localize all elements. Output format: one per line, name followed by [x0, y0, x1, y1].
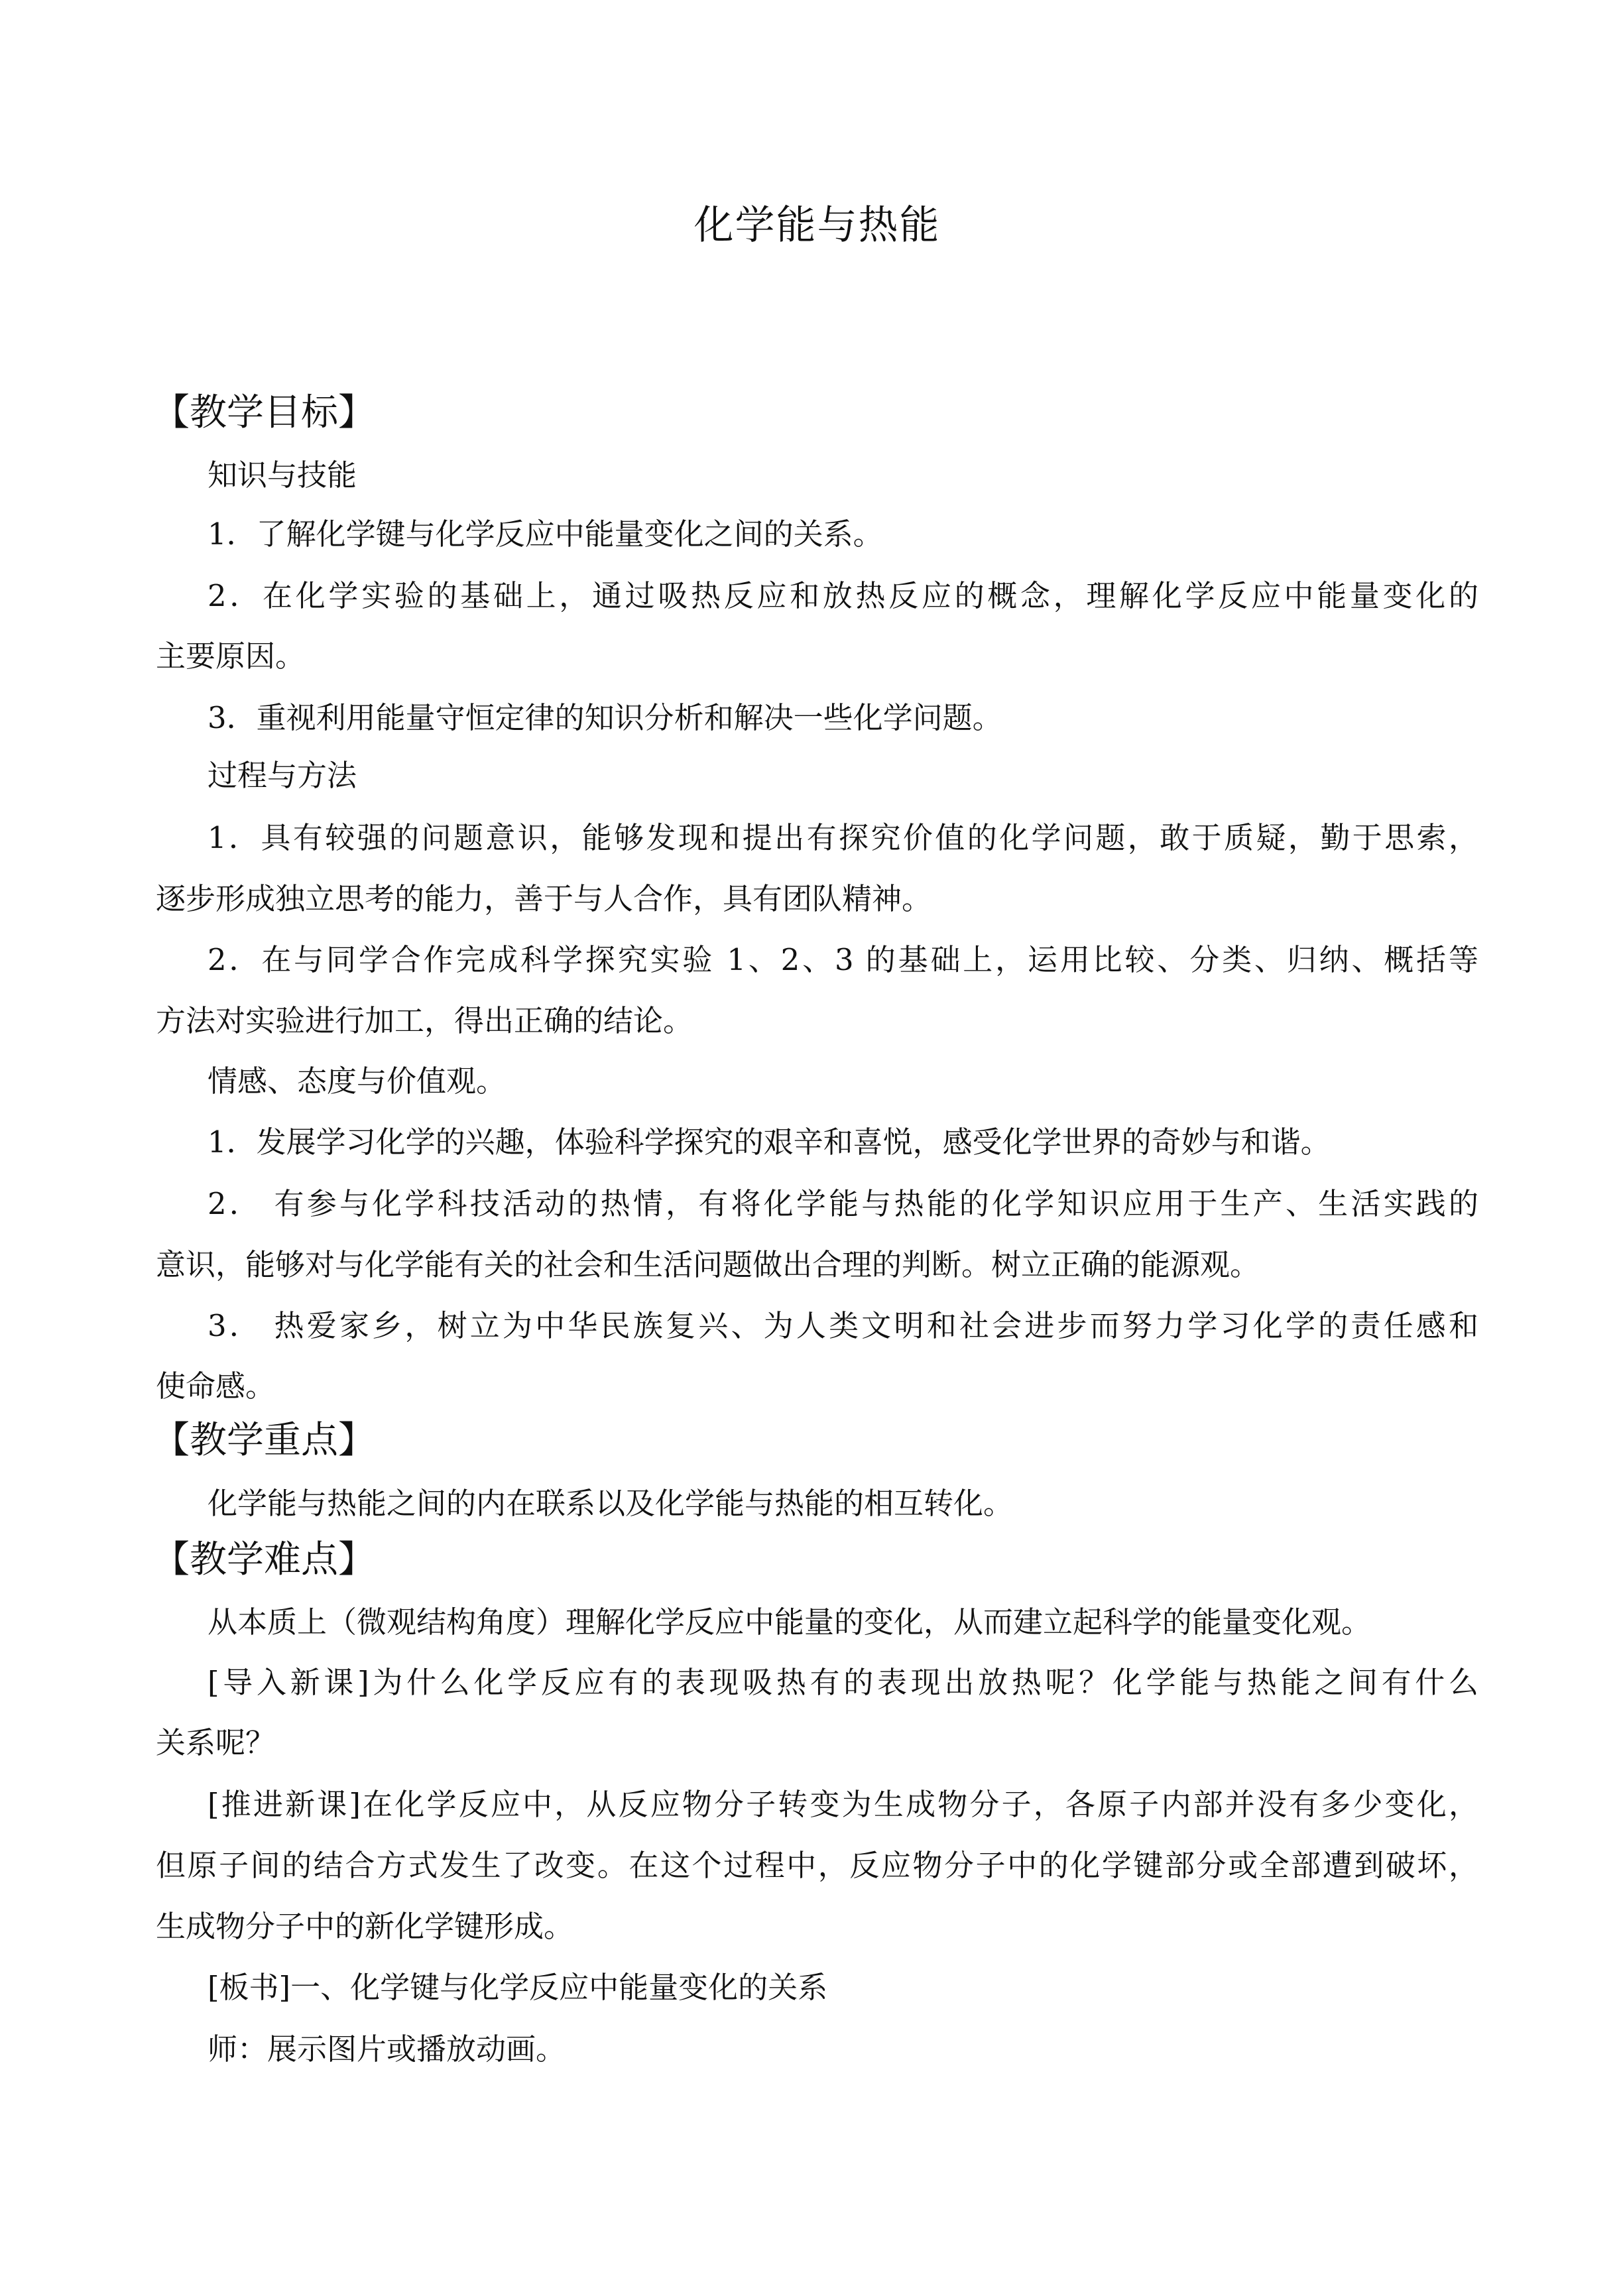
emotion-item-3-line-2: 使命感。	[156, 1368, 276, 1404]
knowledge-item-2-line-2: 主要原因。	[156, 638, 306, 674]
objectives-heading: 【教学目标】	[152, 391, 375, 434]
board-text: [板书]一、化学键与化学反应中能量变化的关系	[208, 1970, 828, 2005]
teacher-text: 师：展示图片或播放动画。	[208, 2031, 566, 2067]
emotion-item-3-line-1: 3． 热爱家乡，树立为中华民族复兴、为人类文明和社会进步而努力学习化学的责任感和	[208, 1308, 1478, 1343]
knowledge-item-3: 3．重视利用能量守恒定律的知识分析和解决一些化学问题。	[208, 700, 1002, 735]
emotion-item-2-line-1: 2． 有参与化学科技活动的热情，有将化学能与热能的化学知识应用于生产、生活实践的	[208, 1186, 1478, 1221]
difficulties-text: 从本质上（微观结构角度）理解化学反应中能量的变化，从而建立起科学的能量变化观。	[208, 1604, 1372, 1640]
intro-line-2: 关系呢？	[156, 1725, 276, 1760]
knowledge-item-1: 1．了解化学键与化学反应中能量变化之间的关系。	[208, 516, 883, 552]
advance-line-3: 生成物分子中的新化学键形成。	[156, 1909, 574, 1944]
knowledge-item-2-line-1: 2．在化学实验的基础上，通过吸热反应和放热反应的概念，理解化学反应中能量变化的	[208, 578, 1478, 613]
process-item-1-line-1: 1．具有较强的问题意识，能够发现和提出有探究价值的化学问题，敢于质疑，勤于思索，	[208, 820, 1478, 855]
knowledge-skills-label: 知识与技能	[208, 457, 357, 493]
key-points-text: 化学能与热能之间的内在联系以及化学能与热能的相互转化。	[208, 1486, 1014, 1521]
emotion-item-2-line-2: 意识，能够对与化学能有关的社会和生活问题做出合理的判断。树立正确的能源观。	[156, 1247, 1260, 1282]
process-methods-label: 过程与方法	[208, 758, 357, 793]
process-item-2-line-2: 方法对实验进行加工，得出正确的结论。	[156, 1003, 693, 1038]
emotion-item-1: 1．发展学习化学的兴趣，体验科学探究的艰辛和喜悦，感受化学世界的奇妙与和谐。	[208, 1124, 1331, 1160]
process-item-1-line-2: 逐步形成独立思考的能力，善于与人合作，具有团队精神。	[156, 881, 932, 916]
process-item-2-line-1: 2．在与同学合作完成科学探究实验 1、2、3 的基础上，运用比较、分类、归纳、概括等	[208, 942, 1478, 977]
difficulties-heading: 【教学难点】	[152, 1538, 375, 1581]
advance-line-1: [推进新课]在化学反应中，从反应物分子转变为生成物分子，各原子内部并没有多少变化，	[208, 1787, 1478, 1822]
intro-line-1: [导入新课]为什么化学反应有的表现吸热有的表现出放热呢？化学能与热能之间有什么	[208, 1665, 1478, 1700]
advance-line-2: 但原子间的结合方式发生了改变。在这个过程中，反应物分子中的化学键部分或全部遭到破坏，	[156, 1848, 1478, 1883]
emotion-values-label: 情感、态度与价值观。	[208, 1063, 507, 1099]
key-points-heading: 【教学重点】	[152, 1419, 375, 1462]
document-title: 化学能与热能	[693, 202, 941, 249]
